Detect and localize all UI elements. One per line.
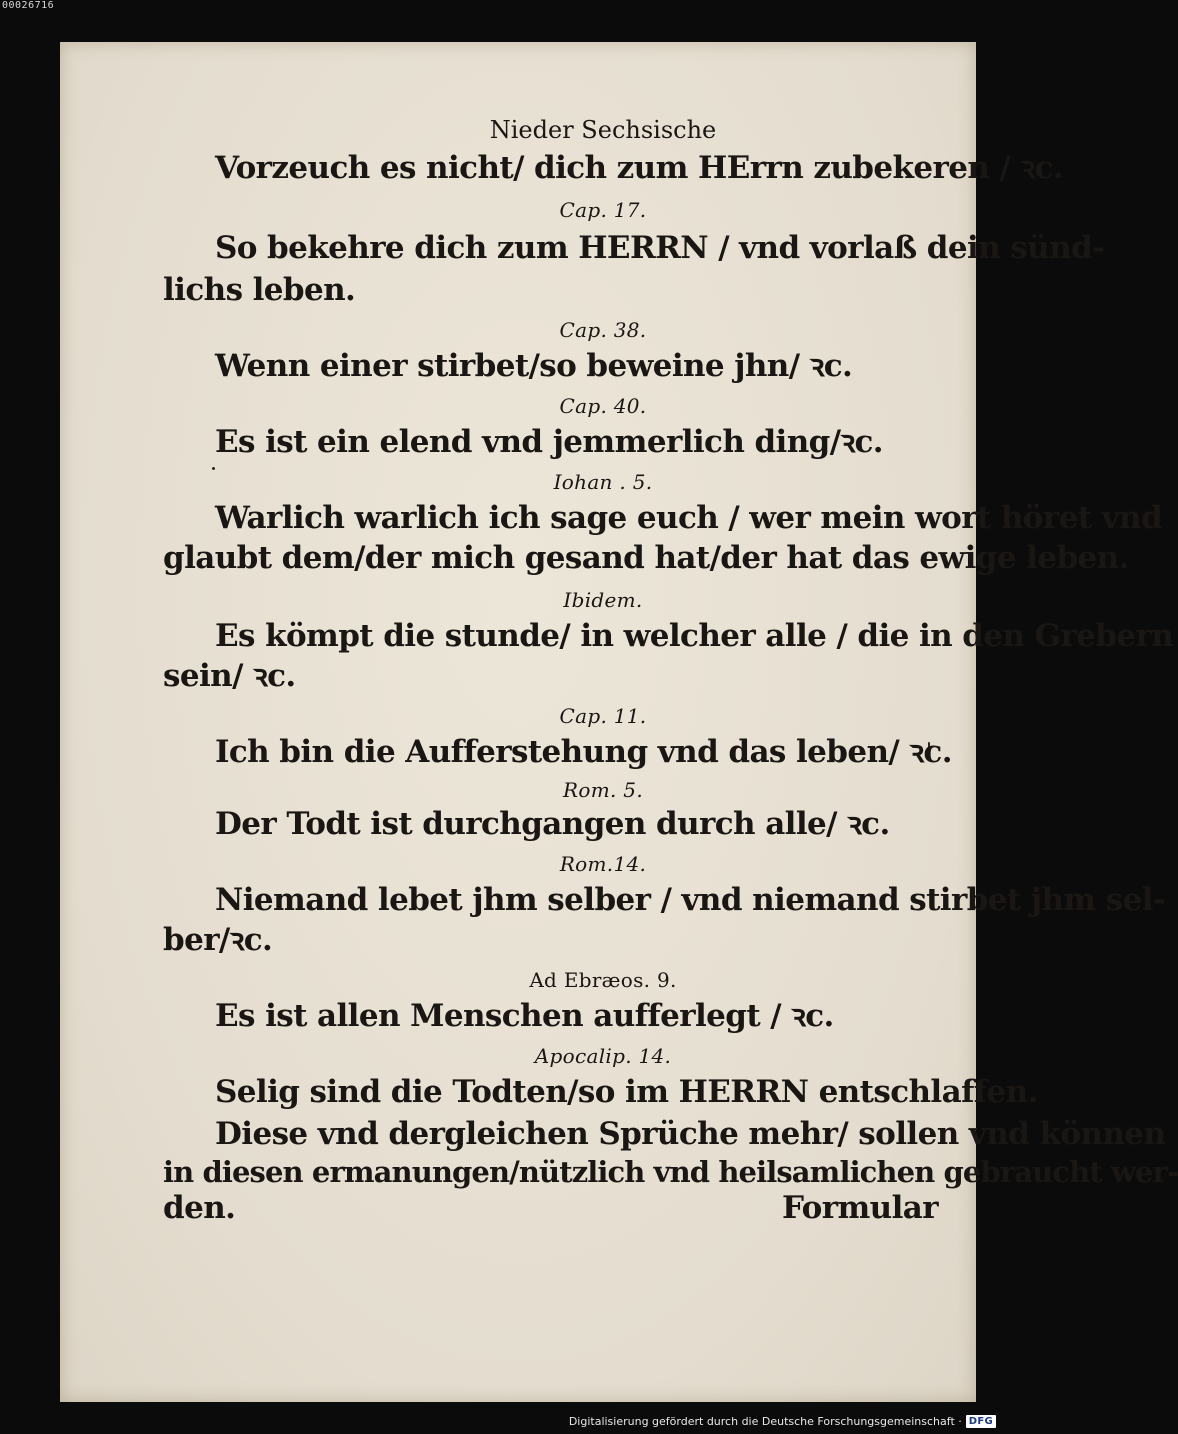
last-line xyxy=(163,1190,938,1226)
text-line: Selig sind die Todten/so im HERRN entschlaffen. xyxy=(215,1074,1038,1110)
last-line-text: den. xyxy=(163,1190,236,1226)
scripture-reference: Rom.14. xyxy=(559,852,647,876)
text-line: Niemand lebet jhm selber / vnd niemand stirbet jhm sel- xyxy=(215,882,1166,918)
book-page xyxy=(60,42,1178,1402)
text-line: Der Todt ist durchgangen durch alle/ ꝛc. xyxy=(215,806,890,842)
text-line: So bekehre dich zum HERRN / vnd vorlaß dein sünd- xyxy=(215,230,1105,266)
catchword: Formular xyxy=(781,1190,938,1226)
scan-id-label: 00026716 xyxy=(2,0,55,11)
text-line: lichs leben. xyxy=(163,272,356,308)
text-line: Es ist ein elend vnd jemmerlich ding/ꝛc. xyxy=(215,424,884,460)
text-line: ber/ꝛc. xyxy=(163,922,273,958)
text-line: Es ist allen Menschen aufferlegt / ꝛc. xyxy=(215,998,834,1034)
scripture-reference: Cap. 17. xyxy=(559,198,647,222)
text-line: Warlich warlich ich sage euch / wer mein wort höret vnd xyxy=(215,500,1163,536)
scripture-reference: Cap. 11. xyxy=(559,704,647,728)
text-line: Ich bin die Aufferstehung vnd das leben/ ꝛc. xyxy=(215,734,952,770)
scripture-reference: Ad Ebræos. 9. xyxy=(529,968,677,992)
text-line: sein/ ꝛc. xyxy=(163,658,296,694)
credit-text: Digitalisierung gefördert durch die Deutsche Forschungsgemeinschaft · xyxy=(568,1415,962,1428)
text-line: glaubt dem/der mich gesand hat/der hat das ewige leben. xyxy=(163,540,1129,576)
text-line: Wenn einer stirbet/so beweine jhn/ ꝛc. xyxy=(215,348,853,384)
dfg-logo: DFG xyxy=(966,1415,996,1428)
scripture-reference: Iohan . 5. xyxy=(553,470,653,494)
text-line: Diese vnd dergleichen Sprüche mehr/ sollen vnd können xyxy=(215,1116,1166,1152)
scripture-reference: Cap. 38. xyxy=(559,318,647,342)
scripture-reference: Cap. 40. xyxy=(559,394,647,418)
text-line: Vorzeuch es nicht/ dich zum HErrn zubekeren / ꝛc. xyxy=(215,150,1063,186)
scripture-reference: Ibidem. xyxy=(563,588,643,612)
scripture-reference: Rom. 5. xyxy=(563,778,643,802)
running-header: Nieder Sechsische xyxy=(489,116,717,144)
text-line: in diesen ermanungen/nützlich vnd heilsamlichen gebraucht wer- xyxy=(163,1155,1178,1189)
text-line: Es kömpt die stunde/ in welcher alle / die in den Grebern xyxy=(215,618,1174,654)
digitization-credit xyxy=(569,1415,996,1428)
scripture-reference: Apocalip. 14. xyxy=(534,1044,672,1068)
